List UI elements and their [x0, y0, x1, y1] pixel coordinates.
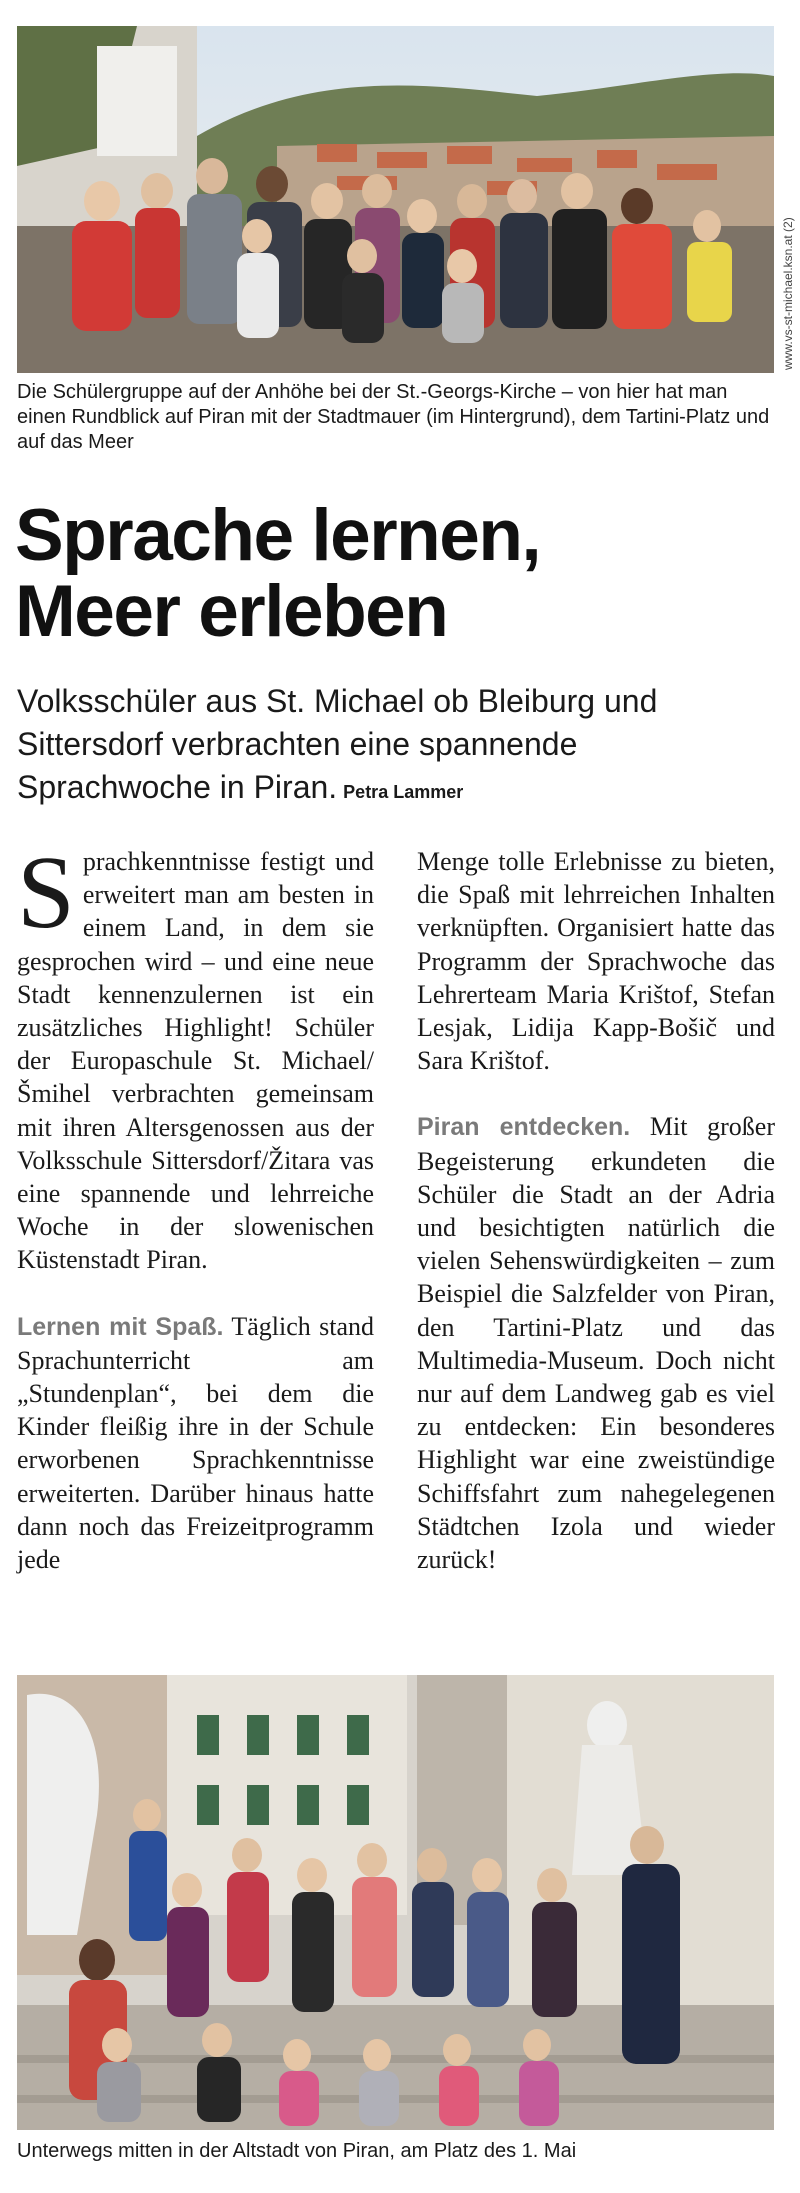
drop-cap: S: [17, 835, 75, 950]
lead-in-lernen: Lernen mit Spaß.: [17, 1312, 224, 1341]
top-photo-illustration: [17, 26, 774, 373]
paragraph-lernen: [17, 1310, 374, 1577]
bottom-photo: [17, 1675, 774, 2130]
top-photo-caption: Die Schülergruppe auf der Anhöhe bei der St.-Georgs-Kirche – von hier hat man einen Rundblick auf Piran mit der Stadtmauer (im Hintergrund), dem Tartini-Platz und auf das Meer: [17, 381, 770, 453]
paragraph-intro: [17, 835, 374, 1277]
article-column-left: [17, 835, 375, 1576]
paragraph-piran-text: Mit großer Begeisterung erkundeten die Schüler die Stadt an der Adria und besichtigten natürlich die vielen Sehenswürdigkeiten – zum Beispiel die Salzfelder von Piran, den Tartini-Platz und das Multimedia-Museum. Doch nicht nur auf dem Landweg gab es viel zu entdecken: Ein besonderes Highlight war eine zweistündige Schiffsfahrt zum nahegelegenen Städtchen Izola und wieder zurück!: [417, 1112, 776, 1575]
bottom-photo-caption: Unterwegs mitten in der Altstadt von Piran, am Platz des 1. Mai: [17, 2140, 577, 2162]
headline: [15, 495, 785, 652]
headline-line-1: Sprache lernen,: [15, 495, 541, 576]
subheadline-text: Volksschüler aus St. Michael ob Bleiburg und Sittersdorf verbrachten eine spannende Sprachwoche in Piran.: [17, 683, 658, 805]
paragraph-intro-text: prachkenntnisse festigt und erweitert man am besten in einem Land, in dem sie gesprochen wird – und eine neue Stadt kennenzulernen ist ein zusätzliches Highlight! Schüler der Europaschule St. Michael/Šmihel verbrachten gemeinsam mit ihren Altersgenossen aus der Volksschule Sittersdorf/Žitara vas eine spannende und lehrreiche Woche in der slowenischen Küstenstadt Piran.: [17, 847, 374, 1275]
top-photo: [17, 26, 774, 373]
paragraph-piran: [417, 1110, 775, 1576]
author-byline: Petra Lammer: [343, 782, 464, 802]
lead-in-piran: Piran entdecken.: [417, 1113, 631, 1142]
photo-credit: www.vs-st-michael.ksn.at (2): [781, 217, 795, 370]
subheadline: [17, 680, 777, 814]
paragraph-lernen-text: Täglich stand Sprachunterricht am „Stundenplan“, bei dem die Kinder fleißig ihre in der Schule erworbenen Sprachkenntnisse erweiterten. Darüber hinaus hatte dann noch das Freizeitprogramm jede: [17, 1311, 375, 1575]
headline-line-2: Meer erleben: [15, 571, 448, 652]
article-column-right: [417, 845, 775, 1576]
bottom-photo-illustration: [17, 1675, 774, 2130]
paragraph-continued: Menge tolle Erlebnisse zu bieten, die Spaß mit lehrreichen Inhalten verknüpften. Organisiert hatte das Programm der Sprachwoche das Lehrerteam Maria Krištof, Stefan Lesjak, Lidija Kapp-Bošič und Sara Krištof.: [417, 847, 775, 1076]
